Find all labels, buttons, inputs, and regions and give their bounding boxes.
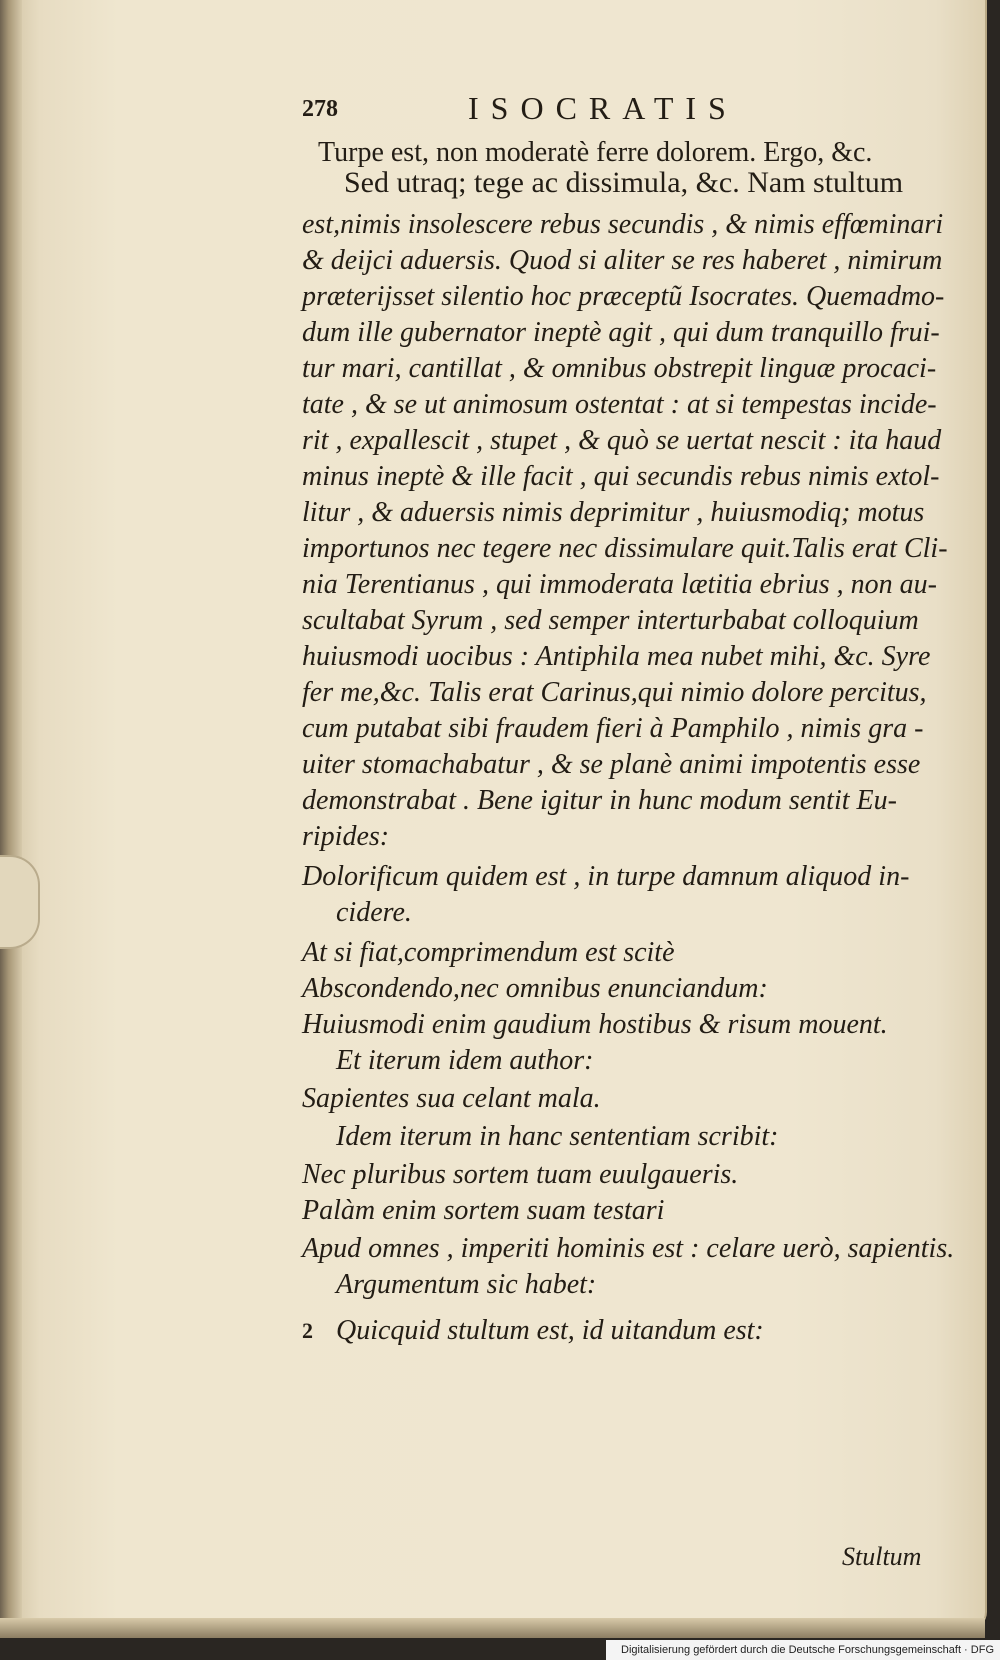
- verse-line: Palàm enim sortem suam testari: [302, 1195, 665, 1226]
- text-line: cum putabat sibi fraudem fieri à Pamphilo , nimis gra -: [302, 713, 924, 744]
- text-line: præterijsset silentio hoc præceptũ Isocrates. Quemadmo-: [302, 281, 945, 312]
- text-line: Idem iterum in hanc sententiam scribit:: [336, 1121, 779, 1152]
- text-line: rit , expallescit , stupet , & quò se uertat nescit : ita haud: [302, 425, 942, 456]
- catchword: Stultum: [842, 1542, 922, 1571]
- page-fold-mark: [0, 855, 40, 949]
- verse-line: Dolorificum quidem est , in turpe damnum aliquod in-: [302, 861, 910, 892]
- text-line: tate , & se ut animosum ostentat : at si tempestas incide-: [302, 389, 937, 420]
- text-line: importunos nec tegere nec dissimulare quit.Talis erat Cli-: [302, 533, 948, 564]
- verse-line: Sapientes sua celant mala.: [302, 1083, 601, 1114]
- page-gutter: [0, 0, 22, 1630]
- running-title: ISOCRATIS: [468, 90, 738, 126]
- verse-line: Nec pluribus sortem tuam euulgaueris.: [302, 1159, 739, 1190]
- text-line: scultabat Syrum , sed semper interturbabat colloquium: [302, 605, 919, 636]
- text-line: fer me,&c. Talis erat Carinus,qui nimio dolore percitus,: [302, 677, 927, 708]
- verse-line: Apud omnes , imperiti hominis est : celare uerò, sapientis.: [302, 1233, 955, 1264]
- page-bottom-edge: [0, 1618, 985, 1638]
- text-line: Argumentum sic habet:: [336, 1269, 597, 1300]
- text-line: est,nimis insolescere rebus secundis , & nimis effœminari: [302, 209, 944, 240]
- text-line: Turpe est, non moderatè ferre dolorem. Ergo, &c.: [318, 137, 873, 168]
- text-line: demonstrabat . Bene igitur in hunc modum sentit Eu-: [302, 785, 897, 816]
- text-line: Quicquid stultum est, id uitandum est:: [336, 1315, 764, 1346]
- text-line: minus ineptè & ille facit , qui secundis rebus nimis extol-: [302, 461, 940, 492]
- page-number: 278: [302, 96, 338, 122]
- text-line: Sed utraq; tege ac dissimula, &c. Nam stultum: [344, 166, 904, 199]
- text-line: dum ille gubernator ineptè agit , qui dum tranquillo frui-: [302, 317, 940, 348]
- digitization-footer: Digitalisierung gefördert durch die Deutsche Forschungsgemeinschaft · DFG: [606, 1640, 1000, 1660]
- verse-line: Huiusmodi enim gaudium hostibus & risum mouent.: [302, 1009, 888, 1040]
- marginal-marker: 2: [302, 1318, 313, 1343]
- text-line: tur mari, cantillat , & omnibus obstrepit linguæ procaci-: [302, 353, 937, 384]
- verse-line: At si fiat,comprimendum est scitè: [302, 937, 675, 968]
- text-line: Et iterum idem author:: [336, 1045, 594, 1076]
- text-line: & deijci aduersis. Quod si aliter se res haberet , nimirum: [302, 245, 943, 276]
- text-line: huiusmodi uocibus : Antiphila mea nubet mihi, &c. Syre: [302, 641, 931, 672]
- text-line: uiter stomachabatur , & se planè animi impotentis esse: [302, 749, 921, 780]
- verse-line: cidere.: [336, 897, 412, 928]
- text-line: litur , & aduersis nimis deprimitur , huiusmodiq; motus: [302, 497, 925, 528]
- text-line: nia Terentianus , qui immoderata lætitia ebrius , non au-: [302, 569, 937, 600]
- text-line: ripides:: [302, 821, 390, 852]
- verse-line: Abscondendo,nec omnibus enunciandum:: [302, 973, 768, 1004]
